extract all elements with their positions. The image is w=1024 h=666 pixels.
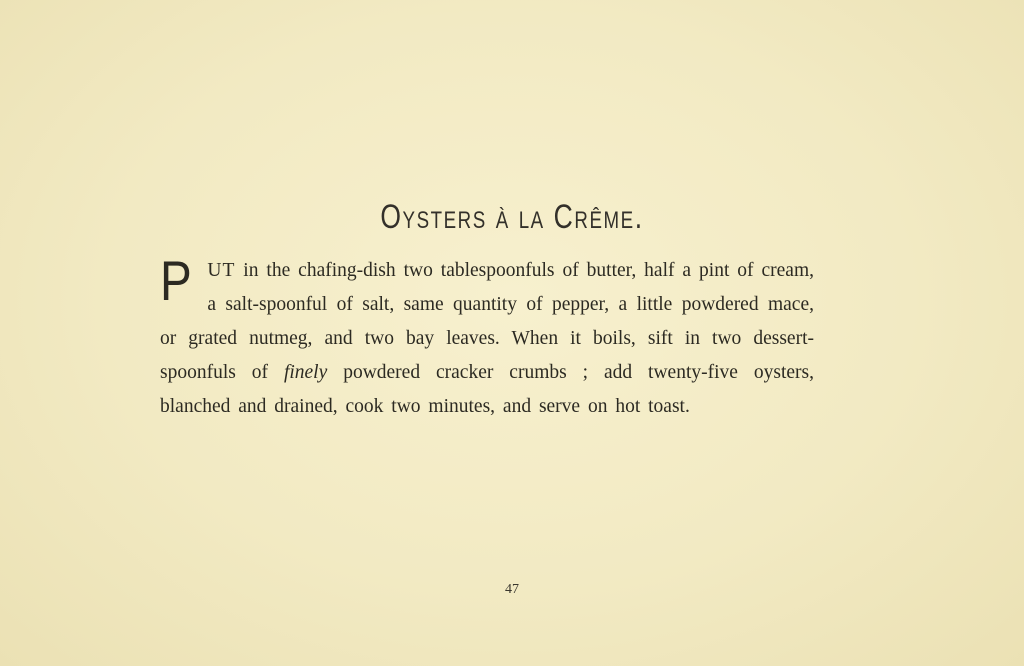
recipe-text-end: powdered cracker crumbs ; add twenty-five oysters, blanched and drained, cook two minutes, and serve on hot toast. <box>160 362 814 417</box>
emphasis-word: finely <box>283 362 328 383</box>
drop-cap: P <box>160 249 192 312</box>
recipe-paragraph <box>160 249 814 424</box>
opening-caps: UT <box>207 260 236 281</box>
recipe-text: in the chafing-dish two tablespoonfuls of butter, half a pint of cream, a salt-spoonful of salt, same quantity of pepper, a little powdered mace, or grated nutmeg, and two bay leaves. When it boils, sift in two dessert-spoonfuls of <box>160 260 814 383</box>
recipe-title: Oysters à la Crême. <box>380 198 644 236</box>
page-number: 47 <box>505 582 519 597</box>
